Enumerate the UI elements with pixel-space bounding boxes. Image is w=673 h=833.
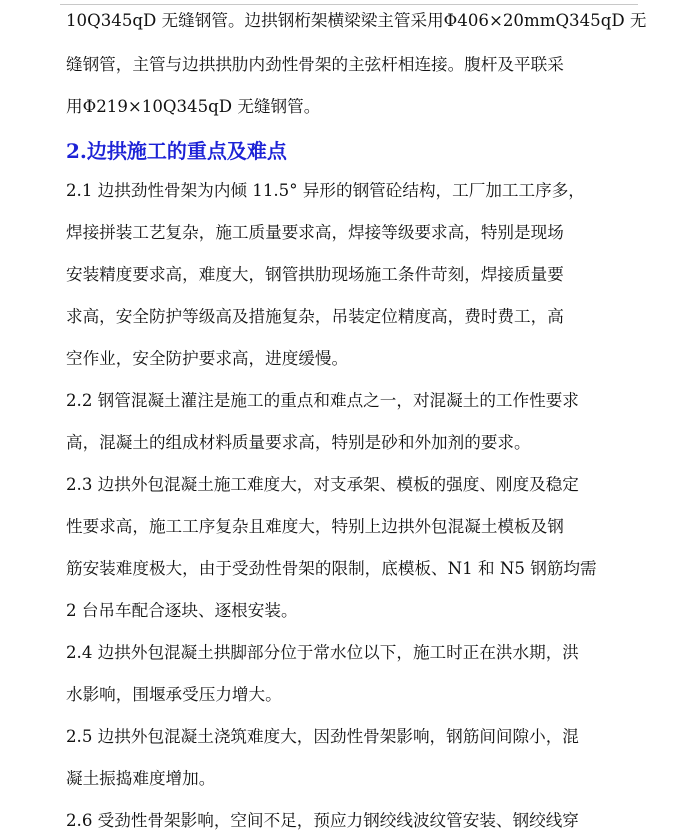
paragraph-line: 性要求高，施工工序复杂且难度大，特别上边拱外包混凝土模板及钢 <box>66 517 564 536</box>
paragraph-line: 2.5 边拱外包混凝土浇筑难度大，因劲性骨架影响，钢筋间间隙小，混 <box>66 727 579 746</box>
paragraph-line: 求高，安全防护等级高及措施复杂，吊装定位精度高，费时费工，高 <box>66 307 564 326</box>
paragraph-line: 空作业，安全防护要求高，进度缓慢。 <box>66 349 349 368</box>
paragraph-line: 2.3 边拱外包混凝土施工难度大，对支承架、模板的强度、刚度及稳定 <box>66 475 579 494</box>
paragraph-line: 高，混凝土的组成材料质量要求高，特别是砂和外加剂的要求。 <box>66 433 531 452</box>
paragraph-line: 焊接拼装工艺复杂，施工质量要求高，焊接等级要求高，特别是现场 <box>66 223 564 242</box>
paragraph-line: 筋安装难度极大，由于受劲性骨架的限制，底模板、N1 和 N5 钢筋均需 <box>66 559 597 578</box>
paragraph-line: 10Q345qD 无缝钢管。边拱钢桁架横梁梁主管采用Φ406×20mmQ345qD 无 <box>66 11 647 30</box>
section-heading: 2.边拱施工的重点及难点 <box>66 139 287 163</box>
paragraph-line: 凝土振捣难度增加。 <box>66 769 216 788</box>
paragraph-line: 2.4 边拱外包混凝土拱脚部分位于常水位以下，施工时正在洪水期，洪 <box>66 643 579 662</box>
paragraph-line: 2.1 边拱劲性骨架为内倾 11.5° 异形的钢管砼结构，工厂加工工序多， <box>66 181 585 200</box>
header-rule <box>60 4 638 5</box>
paragraph-line: 2.6 受劲性骨架影响，空间不足，预应力钢绞线波纹管安装、钢绞线穿 <box>66 811 579 830</box>
paragraph-line: 缝钢管，主管与边拱拱肋内劲性骨架的主弦杆相连接。腹杆及平联采 <box>66 55 564 74</box>
paragraph-line: 用Φ219×10Q345qD 无缝钢管。 <box>66 97 321 116</box>
paragraph-line: 安装精度要求高，难度大，钢管拱肋现场施工条件苛刻，焊接质量要 <box>66 265 564 284</box>
paragraph-line: 2.2 钢管混凝土灌注是施工的重点和难点之一，对混凝土的工作性要求 <box>66 391 579 410</box>
paragraph-line: 水影响，围堰承受压力增大。 <box>66 685 282 704</box>
paragraph-line: 2 台吊车配合逐块、逐根安装。 <box>66 601 298 620</box>
